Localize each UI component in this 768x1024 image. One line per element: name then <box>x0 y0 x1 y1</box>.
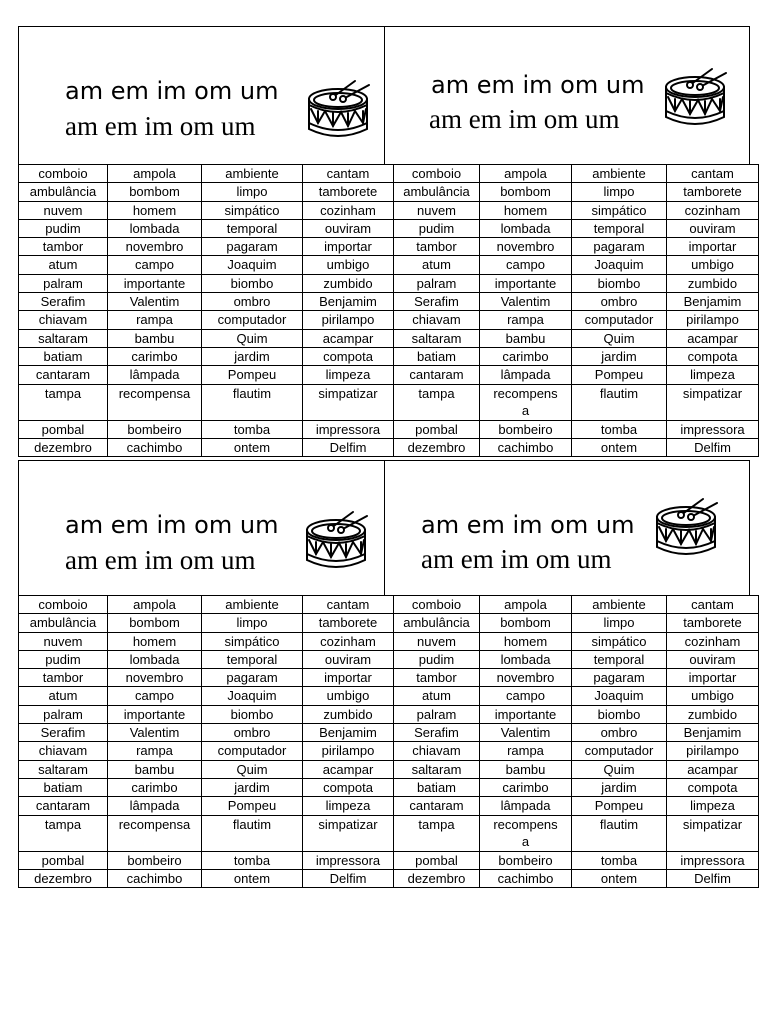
word-cell: bombeiro <box>108 851 202 869</box>
word-cell: recompensa <box>108 384 202 420</box>
word-cell: novembro <box>108 238 202 256</box>
word-cell: palram <box>19 705 108 723</box>
word-cell: tomba <box>572 851 667 869</box>
word-cell: jardim <box>572 347 667 365</box>
word-cell: pombal <box>19 851 108 869</box>
word-cell: ampola <box>108 165 202 183</box>
word-cell: ambiente <box>572 165 667 183</box>
word-cell: Quim <box>572 329 667 347</box>
table-row <box>19 165 759 183</box>
table-row <box>19 311 759 329</box>
word-cell: tamborete <box>303 183 394 201</box>
word-cell: pagaram <box>572 669 667 687</box>
word-cell: ampola <box>480 596 572 614</box>
table-row <box>19 219 759 237</box>
word-cell: limpeza <box>667 797 759 815</box>
word-cell: zumbido <box>667 274 759 292</box>
word-cell: importante <box>108 274 202 292</box>
word-cell: cantam <box>667 596 759 614</box>
word-cell: limpo <box>202 183 303 201</box>
word-cell: impressora <box>303 851 394 869</box>
word-cell: tambor <box>19 669 108 687</box>
word-cell: Valentim <box>108 293 202 311</box>
word-cell: importar <box>667 669 759 687</box>
word-cell: acampar <box>303 760 394 778</box>
word-cell: rampa <box>480 311 572 329</box>
word-cell: Serafim <box>394 293 480 311</box>
word-table <box>18 164 759 457</box>
word-cell: biombo <box>572 705 667 723</box>
table-row <box>19 742 759 760</box>
word-cell: flautim <box>202 815 303 851</box>
word-cell: bambu <box>108 329 202 347</box>
word-cell: bombom <box>480 183 572 201</box>
word-cell: lombada <box>108 219 202 237</box>
word-cell: importar <box>667 238 759 256</box>
word-cell: limpo <box>572 183 667 201</box>
word-cell: saltaram <box>394 760 480 778</box>
drum-icon <box>651 497 721 563</box>
word-cell: jardim <box>202 347 303 365</box>
word-cell: ambiente <box>202 596 303 614</box>
word-cell: Serafim <box>394 724 480 742</box>
word-cell: Serafim <box>19 293 108 311</box>
word-cell: cozinham <box>303 201 394 219</box>
word-cell: ouviram <box>667 219 759 237</box>
word-cell: ambiente <box>572 596 667 614</box>
word-cell: temporal <box>572 219 667 237</box>
word-cell: pirilampo <box>303 742 394 760</box>
table-row <box>19 669 759 687</box>
word-cell: limpo <box>572 614 667 632</box>
word-cell: campo <box>108 256 202 274</box>
word-cell: chiavam <box>19 742 108 760</box>
word-cell: rampa <box>108 311 202 329</box>
word-cell: limpeza <box>303 797 394 815</box>
word-cell: novembro <box>108 669 202 687</box>
word-cell: nuvem <box>19 201 108 219</box>
word-cell: bambu <box>480 329 572 347</box>
word-cell: ouviram <box>303 219 394 237</box>
word-cell: nuvem <box>394 201 480 219</box>
word-cell: saltaram <box>19 760 108 778</box>
word-cell: recompensa <box>108 815 202 851</box>
table-row <box>19 614 759 632</box>
word-cell: ouviram <box>667 650 759 668</box>
word-cell: limpeza <box>667 366 759 384</box>
word-cell: jardim <box>572 778 667 796</box>
word-cell: Quim <box>202 329 303 347</box>
table-row <box>19 438 759 456</box>
word-cell: Delfim <box>667 438 759 456</box>
heading-line-serif: am em im om um <box>429 104 620 134</box>
word-cell: Joaquim <box>572 687 667 705</box>
word-cell: simpatizar <box>667 384 759 420</box>
word-cell: palram <box>394 274 480 292</box>
word-cell: carimbo <box>108 347 202 365</box>
word-cell: importar <box>303 669 394 687</box>
word-cell: flautim <box>202 384 303 420</box>
word-cell: pudim <box>394 219 480 237</box>
word-cell: ontem <box>202 438 303 456</box>
word-cell: Benjamim <box>667 293 759 311</box>
word-cell: compota <box>303 778 394 796</box>
word-cell: pombal <box>394 420 480 438</box>
word-cell: ampola <box>480 165 572 183</box>
word-cell: temporal <box>202 650 303 668</box>
word-cell: atum <box>19 687 108 705</box>
word-cell: tampa <box>19 384 108 420</box>
word-cell: rampa <box>480 742 572 760</box>
word-cell: cantam <box>667 165 759 183</box>
word-cell: ontem <box>202 869 303 887</box>
word-cell: comboio <box>394 596 480 614</box>
table-row <box>19 778 759 796</box>
word-cell: campo <box>108 687 202 705</box>
word-cell: saltaram <box>394 329 480 347</box>
word-cell: carimbo <box>480 347 572 365</box>
word-cell: tambor <box>394 238 480 256</box>
word-cell: computador <box>202 311 303 329</box>
word-cell: cachimbo <box>108 438 202 456</box>
word-cell: nuvem <box>394 632 480 650</box>
heading-line-sans: am em im om um <box>421 511 635 539</box>
word-cell: ambulância <box>19 183 108 201</box>
word-cell: cozinham <box>667 201 759 219</box>
word-cell: bombeiro <box>480 851 572 869</box>
word-cell: pagaram <box>572 238 667 256</box>
word-cell: cachimbo <box>480 438 572 456</box>
word-cell: cachimbo <box>108 869 202 887</box>
word-cell: Joaquim <box>202 256 303 274</box>
word-text: recompensa <box>493 816 558 849</box>
word-cell: batiam <box>394 778 480 796</box>
word-cell: novembro <box>480 669 572 687</box>
word-cell: Valentim <box>480 293 572 311</box>
word-cell: palram <box>394 705 480 723</box>
table-row <box>19 274 759 292</box>
table-row <box>19 596 759 614</box>
word-cell <box>480 815 572 851</box>
word-cell: computador <box>572 311 667 329</box>
table-row <box>19 760 759 778</box>
word-cell: batiam <box>19 778 108 796</box>
word-cell: cantaram <box>394 366 480 384</box>
word-cell: bombeiro <box>480 420 572 438</box>
word-cell: atum <box>394 687 480 705</box>
heading-line-serif: am em im om um <box>65 111 256 141</box>
word-cell: cozinham <box>667 632 759 650</box>
table-row <box>19 815 759 851</box>
word-cell: biombo <box>202 274 303 292</box>
word-cell: pagaram <box>202 669 303 687</box>
word-cell: tambor <box>19 238 108 256</box>
table-row <box>19 797 759 815</box>
word-cell: limpeza <box>303 366 394 384</box>
drum-icon <box>301 510 371 576</box>
word-cell: tamborete <box>303 614 394 632</box>
word-cell: dezembro <box>19 438 108 456</box>
word-cell: importante <box>480 705 572 723</box>
word-cell: temporal <box>572 650 667 668</box>
word-cell: tomba <box>202 420 303 438</box>
word-cell: lâmpada <box>108 797 202 815</box>
word-cell: ontem <box>572 869 667 887</box>
word-cell: homem <box>480 632 572 650</box>
word-cell: simpático <box>202 632 303 650</box>
card-header-left <box>19 461 384 595</box>
table-row <box>19 650 759 668</box>
word-cell: ampola <box>108 596 202 614</box>
word-cell: simpatizar <box>303 384 394 420</box>
word-cell: Valentim <box>108 724 202 742</box>
word-cell: carimbo <box>108 778 202 796</box>
word-cell: compota <box>667 347 759 365</box>
word-cell: homem <box>108 201 202 219</box>
word-cell: importante <box>108 705 202 723</box>
word-cell: tomba <box>572 420 667 438</box>
word-cell: flautim <box>572 384 667 420</box>
word-cell: comboio <box>19 596 108 614</box>
word-cell: cantam <box>303 596 394 614</box>
word-cell: tampa <box>394 815 480 851</box>
word-cell: bambu <box>480 760 572 778</box>
word-cell: homem <box>108 632 202 650</box>
word-cell: compota <box>303 347 394 365</box>
word-cell: tomba <box>202 851 303 869</box>
word-cell: Delfim <box>667 869 759 887</box>
table-row <box>19 420 759 438</box>
word-cell: ombro <box>572 293 667 311</box>
word-cell: lombada <box>480 219 572 237</box>
word-cell: comboio <box>394 165 480 183</box>
word-cell: simpático <box>572 632 667 650</box>
word-cell: computador <box>202 742 303 760</box>
word-cell: campo <box>480 687 572 705</box>
table-row <box>19 366 759 384</box>
word-cell: tamborete <box>667 183 759 201</box>
word-cell: comboio <box>19 165 108 183</box>
word-cell: nuvem <box>19 632 108 650</box>
table-row <box>19 329 759 347</box>
word-cell: campo <box>480 256 572 274</box>
word-cell: Pompeu <box>202 797 303 815</box>
table-row <box>19 687 759 705</box>
word-cell: pagaram <box>202 238 303 256</box>
word-cell: pudim <box>394 650 480 668</box>
word-cell: pirilampo <box>667 742 759 760</box>
word-cell: cantaram <box>394 797 480 815</box>
word-cell: chiavam <box>394 742 480 760</box>
word-cell: cozinham <box>303 632 394 650</box>
word-cell: tamborete <box>667 614 759 632</box>
table-row <box>19 238 759 256</box>
word-cell: pirilampo <box>667 311 759 329</box>
table-row <box>19 705 759 723</box>
word-cell: tampa <box>394 384 480 420</box>
word-cell: carimbo <box>480 778 572 796</box>
word-cell: batiam <box>394 347 480 365</box>
word-cell: lâmpada <box>480 797 572 815</box>
word-cell: Valentim <box>480 724 572 742</box>
worksheet-top-section <box>18 26 750 457</box>
word-cell: bambu <box>108 760 202 778</box>
table-row <box>19 384 759 420</box>
card-header-left <box>19 27 384 164</box>
word-cell: biombo <box>572 274 667 292</box>
word-cell: lombada <box>480 650 572 668</box>
table-row <box>19 293 759 311</box>
word-cell: zumbido <box>667 705 759 723</box>
word-cell: ambulância <box>19 614 108 632</box>
word-cell: tampa <box>19 815 108 851</box>
word-cell: cachimbo <box>480 869 572 887</box>
table-row <box>19 256 759 274</box>
word-cell: importar <box>303 238 394 256</box>
word-cell: zumbido <box>303 274 394 292</box>
word-cell: dezembro <box>394 438 480 456</box>
word-cell: umbigo <box>667 256 759 274</box>
header-row <box>18 460 750 595</box>
drum-icon <box>660 67 730 133</box>
word-cell: pudim <box>19 650 108 668</box>
word-cell: bombom <box>108 183 202 201</box>
word-cell: simpático <box>202 201 303 219</box>
heading-line-sans: am em im om um <box>65 511 279 539</box>
heading-line-sans: am em im om um <box>65 77 279 105</box>
heading-line-serif: am em im om um <box>421 544 612 574</box>
word-cell: pombal <box>394 851 480 869</box>
word-cell: ambulância <box>394 614 480 632</box>
card-header-right <box>384 27 749 164</box>
word-cell: impressora <box>667 420 759 438</box>
word-cell: Delfim <box>303 438 394 456</box>
word-cell: simpatizar <box>667 815 759 851</box>
word-cell: zumbido <box>303 705 394 723</box>
word-cell: computador <box>572 742 667 760</box>
table-row <box>19 632 759 650</box>
word-cell: batiam <box>19 347 108 365</box>
word-cell: tambor <box>394 669 480 687</box>
word-cell: Pompeu <box>572 797 667 815</box>
table-row <box>19 183 759 201</box>
heading-line-sans: am em im om um <box>431 71 645 99</box>
table-row <box>19 347 759 365</box>
word-cell: impressora <box>667 851 759 869</box>
word-cell: biombo <box>202 705 303 723</box>
word-cell: ombro <box>572 724 667 742</box>
table-row <box>19 201 759 219</box>
word-cell: Joaquim <box>572 256 667 274</box>
word-cell: Benjamim <box>667 724 759 742</box>
word-cell: ambiente <box>202 165 303 183</box>
word-cell: chiavam <box>394 311 480 329</box>
word-cell: saltaram <box>19 329 108 347</box>
word-cell: dezembro <box>394 869 480 887</box>
word-cell: Joaquim <box>202 687 303 705</box>
word-cell: Quim <box>202 760 303 778</box>
word-cell: pombal <box>19 420 108 438</box>
header-row <box>18 26 750 164</box>
word-cell: bombom <box>480 614 572 632</box>
word-cell: compota <box>667 778 759 796</box>
table-row <box>19 851 759 869</box>
heading-line-serif: am em im om um <box>65 545 256 575</box>
word-cell: Serafim <box>19 724 108 742</box>
word-cell: cantaram <box>19 797 108 815</box>
word-text: recompensa <box>493 385 558 418</box>
word-cell: chiavam <box>19 311 108 329</box>
word-cell: palram <box>19 274 108 292</box>
word-cell: Benjamim <box>303 724 394 742</box>
word-cell: ontem <box>572 438 667 456</box>
word-cell: temporal <box>202 219 303 237</box>
word-cell: lâmpada <box>108 366 202 384</box>
word-cell: impressora <box>303 420 394 438</box>
word-cell: bombeiro <box>108 420 202 438</box>
word-cell: Pompeu <box>202 366 303 384</box>
word-cell: umbigo <box>303 256 394 274</box>
word-cell: Quim <box>572 760 667 778</box>
word-cell: importante <box>480 274 572 292</box>
word-cell: acampar <box>303 329 394 347</box>
word-cell: atum <box>394 256 480 274</box>
word-cell: jardim <box>202 778 303 796</box>
word-cell: ouviram <box>303 650 394 668</box>
word-cell: ambulância <box>394 183 480 201</box>
word-cell: pirilampo <box>303 311 394 329</box>
word-cell: Benjamim <box>303 293 394 311</box>
word-cell: limpo <box>202 614 303 632</box>
table-row <box>19 724 759 742</box>
word-cell: rampa <box>108 742 202 760</box>
table-row <box>19 869 759 887</box>
word-cell: atum <box>19 256 108 274</box>
worksheet-bottom-section <box>18 460 750 888</box>
card-header-right <box>384 461 749 595</box>
word-cell: acampar <box>667 329 759 347</box>
word-table <box>18 595 759 888</box>
word-cell: simpático <box>572 201 667 219</box>
word-cell: ombro <box>202 293 303 311</box>
word-cell: cantam <box>303 165 394 183</box>
word-cell: bombom <box>108 614 202 632</box>
word-cell: lâmpada <box>480 366 572 384</box>
word-cell: Delfim <box>303 869 394 887</box>
word-cell <box>480 384 572 420</box>
word-cell: homem <box>480 201 572 219</box>
word-cell: simpatizar <box>303 815 394 851</box>
word-cell: acampar <box>667 760 759 778</box>
word-cell: umbigo <box>667 687 759 705</box>
drum-icon <box>303 79 373 145</box>
word-cell: Pompeu <box>572 366 667 384</box>
word-cell: novembro <box>480 238 572 256</box>
word-cell: lombada <box>108 650 202 668</box>
word-cell: flautim <box>572 815 667 851</box>
word-cell: umbigo <box>303 687 394 705</box>
word-cell: pudim <box>19 219 108 237</box>
word-cell: cantaram <box>19 366 108 384</box>
word-cell: ombro <box>202 724 303 742</box>
word-cell: dezembro <box>19 869 108 887</box>
